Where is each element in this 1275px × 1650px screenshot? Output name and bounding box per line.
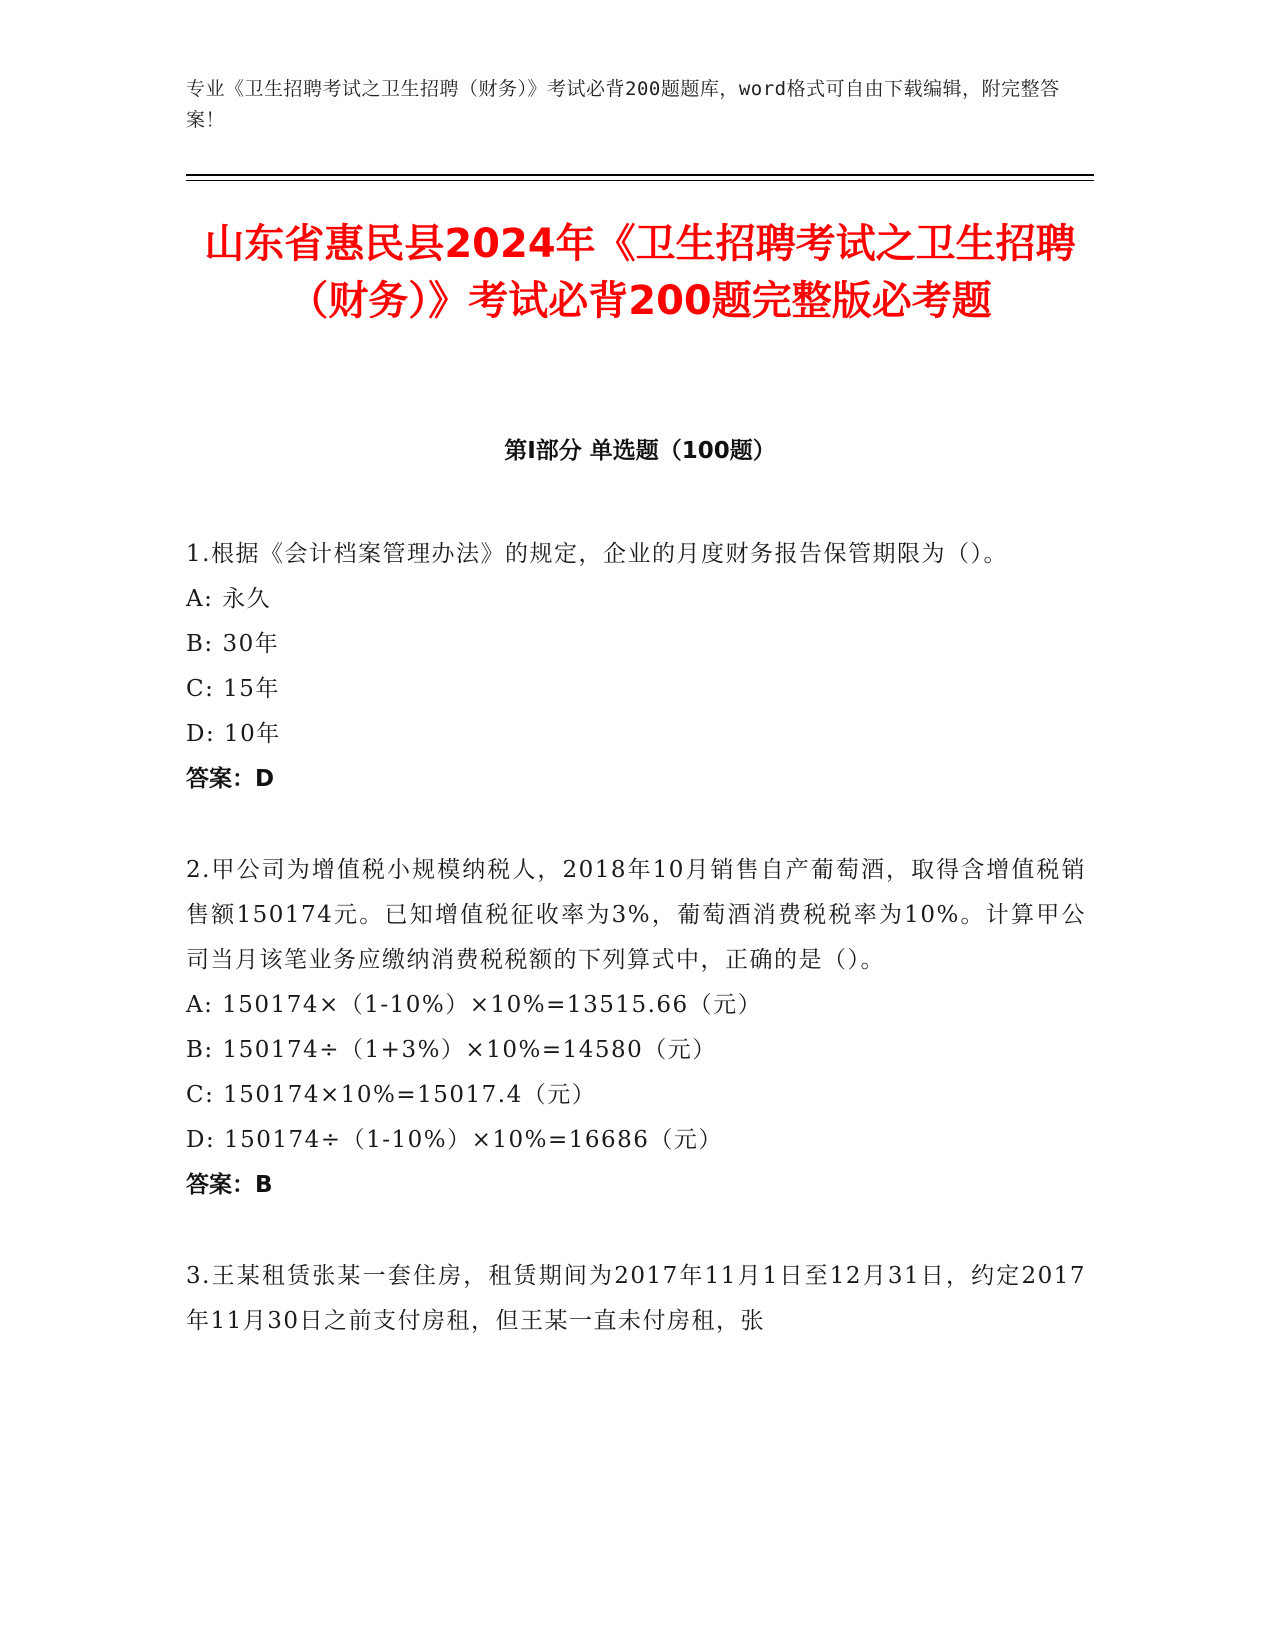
- answer-label: 答案：D: [186, 766, 275, 792]
- option-a: A: 150174×（1-10%）×10%=13515.66（元）: [186, 992, 763, 1018]
- question-3: [186, 1254, 1086, 1344]
- question-stem: 3.王某租赁张某一套住房，租赁期间为2017年11月1日至12月31日，约定2017年11月30日之前支付房租，但王某一直未付房租，张: [186, 1263, 1086, 1334]
- option-b: B: 150174÷（1+3%）×10%=14580（元）: [186, 1037, 717, 1063]
- question-stem: 1.根据《会计档案管理办法》的规定，企业的月度财务报告保管期限为（）。: [186, 541, 1008, 567]
- question-list: [186, 532, 1086, 1390]
- option-c: C: 150174×10%=15017.4（元）: [186, 1082, 597, 1108]
- option-c: C: 15年: [186, 676, 280, 702]
- section-heading: 第I部分 单选题（100题）: [504, 438, 776, 464]
- option-b: B: 30年: [186, 631, 280, 657]
- option-d: D: 10年: [186, 721, 281, 747]
- option-d: D: 150174÷（1-10%）×10%=16686（元）: [186, 1127, 723, 1153]
- header-divider-thin: [186, 180, 1094, 181]
- question-stem: 2.甲公司为增值税小规模纳税人，2018年10月销售自产葡萄酒，取得含增值税销售额150174元。已知增值税征收率为3%，葡萄酒消费税税率为10%。计算甲公司当月该笔业务应缴纳消费税税额的下列算式中，正确的是（）。: [186, 857, 1086, 973]
- header-divider-thick: [186, 174, 1094, 176]
- document-title: 山东省惠民县2024年《卫生招聘考试之卫生招聘（财务）》考试必背200题完整版必考题: [204, 221, 1076, 324]
- header-note: 专业《卫生招聘考试之卫生招聘（财务）》考试必背200题题库，word格式可自由下载编辑，附完整答案！: [186, 78, 1060, 131]
- question-2: [186, 848, 1086, 1208]
- question-1: [186, 532, 1086, 802]
- answer-label: 答案：B: [186, 1172, 273, 1198]
- option-a: A: 永久: [186, 586, 272, 612]
